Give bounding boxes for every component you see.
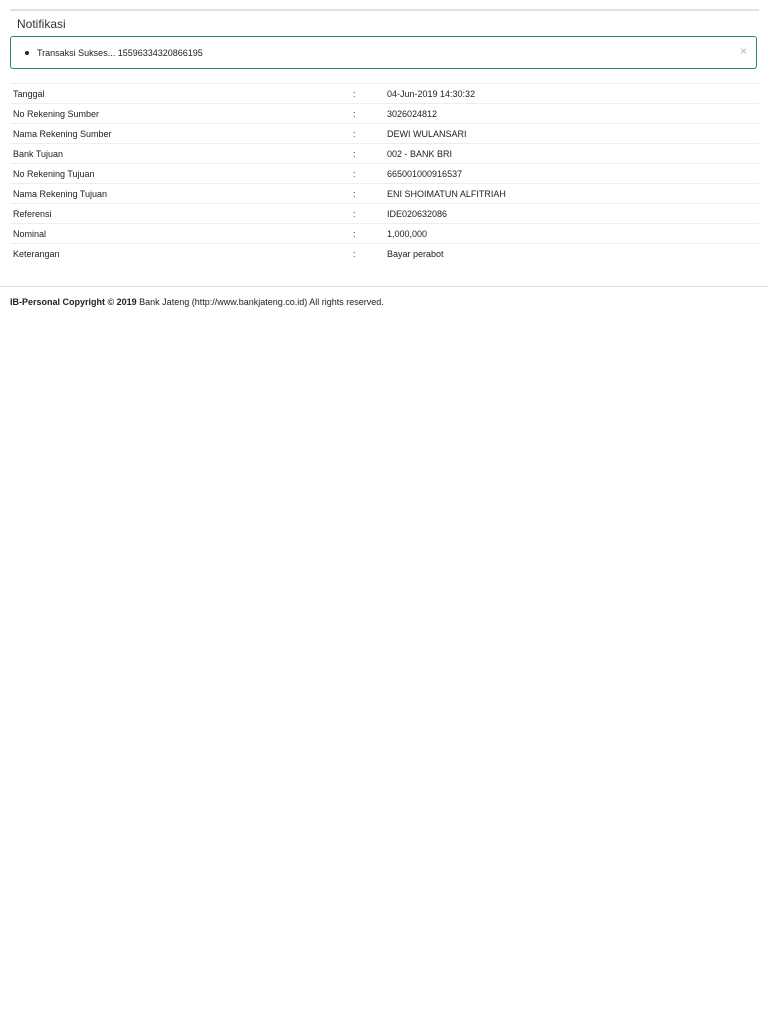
row-separator: :	[353, 108, 356, 119]
alert-message-list	[37, 48, 203, 58]
footer-text: Bank Jateng (http://www.bankjateng.co.id) All rights reserved.	[136, 297, 384, 307]
table-row	[10, 124, 759, 144]
row-label: Tanggal	[13, 88, 45, 99]
panel-title: Notifikasi	[17, 17, 66, 31]
row-value: IDE020632086	[387, 208, 448, 219]
row-label: Referensi	[13, 208, 52, 219]
alert-message: Transaksi Sukses... 155963343208661​95	[37, 48, 203, 58]
row-value: 3026024812	[387, 108, 438, 119]
row-label: Keterangan	[13, 248, 60, 259]
row-label: No Rekening Sumber	[13, 108, 100, 119]
row-separator: :	[353, 228, 356, 239]
row-value: DEWI WULANSARI	[387, 128, 467, 139]
row-separator: :	[353, 128, 356, 139]
table-row	[10, 144, 759, 164]
row-value: 002 - BANK BRI	[387, 148, 453, 159]
row-separator: :	[353, 208, 356, 219]
row-label: Bank Tujuan	[13, 148, 64, 159]
row-label: Nama Rekening Tujuan	[13, 188, 108, 199]
row-separator: :	[353, 168, 356, 179]
success-alert	[10, 36, 757, 69]
row-value: 665001000916537	[387, 168, 463, 179]
row-value: 04-Jun-2019 14:30:32	[387, 88, 476, 99]
row-value: ENI SHOIMATUN ALFITRIAH	[387, 188, 506, 199]
row-separator: :	[353, 248, 356, 259]
notification-panel	[10, 9, 759, 37]
table-row	[10, 104, 759, 124]
row-separator: :	[353, 148, 356, 159]
row-label: Nominal	[13, 228, 47, 239]
table-row	[10, 84, 759, 104]
footer-copyright	[0, 287, 768, 307]
table-row	[10, 224, 759, 244]
row-separator: :	[353, 88, 356, 99]
table-row	[10, 204, 759, 224]
table-row	[10, 184, 759, 204]
row-label: Nama Rekening Sumber	[13, 128, 112, 139]
table-row	[10, 164, 759, 184]
row-value: Bayar perabot	[387, 248, 444, 259]
close-icon[interactable]: ×	[739, 44, 747, 58]
footer-brand: IB-Personal Copyright © 2019	[10, 297, 137, 307]
row-label: No Rekening Tujuan	[13, 168, 95, 179]
row-separator: :	[353, 188, 356, 199]
page-footer	[0, 286, 768, 307]
transaction-detail-table	[10, 83, 759, 264]
table-row	[10, 244, 759, 264]
row-value: 1,000,000	[387, 228, 428, 239]
